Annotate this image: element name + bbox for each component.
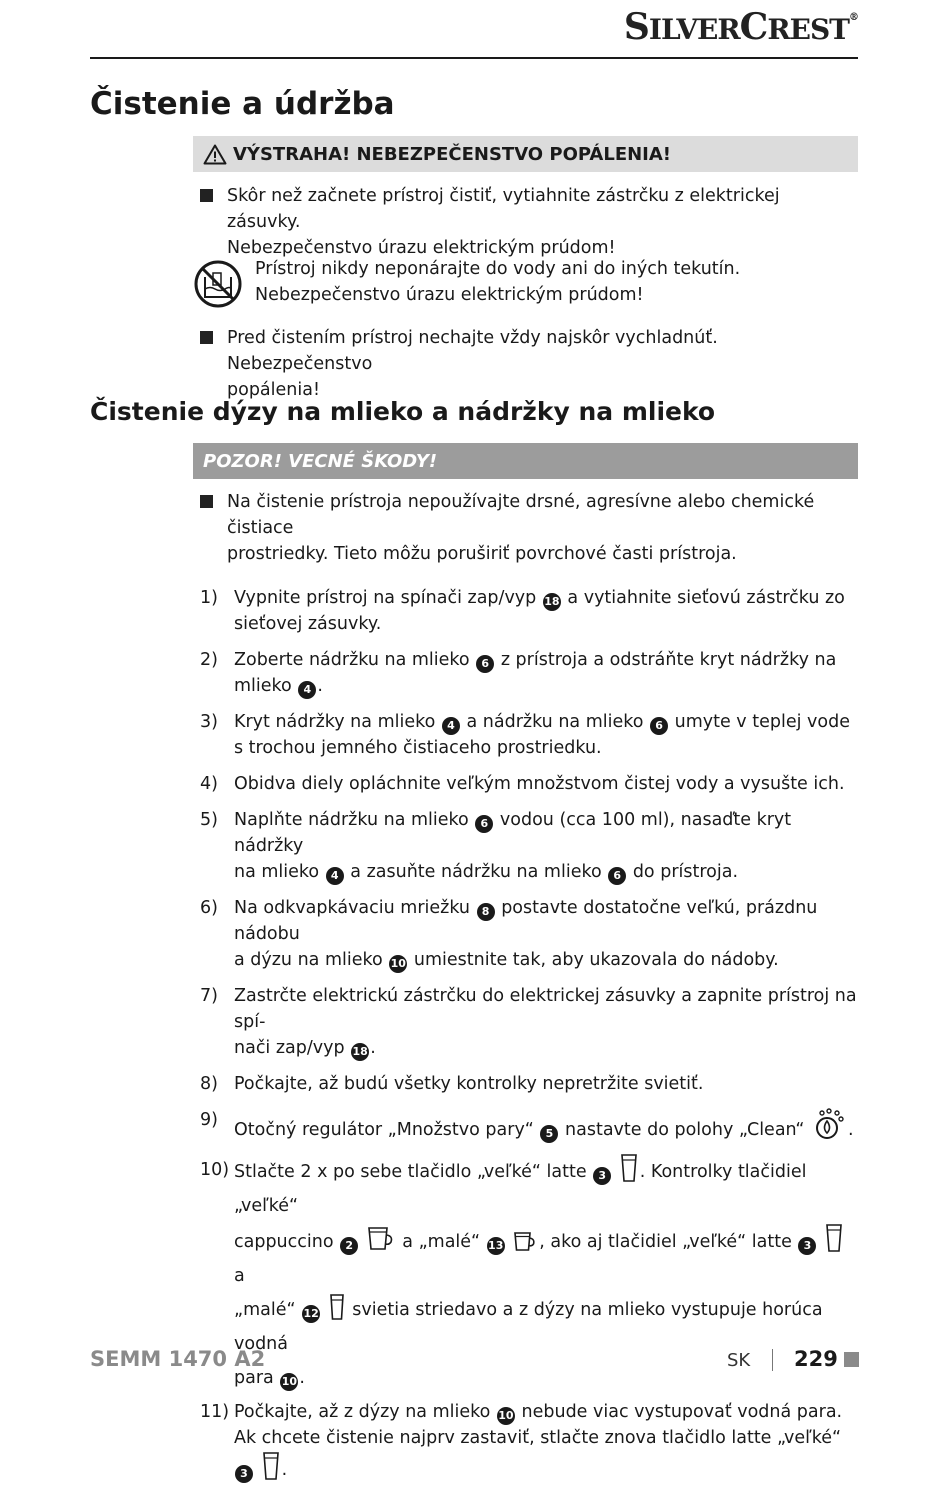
- step-text: a dýzu na mlieko: [234, 950, 383, 970]
- step-number: 2): [200, 650, 218, 670]
- part-number-badge: 6: [476, 655, 494, 673]
- step-text: a nádržku na mlieko: [466, 712, 644, 732]
- bullet-square: [200, 331, 213, 344]
- bullet-square: [200, 495, 213, 508]
- step-text: mlieko: [234, 676, 292, 696]
- part-number-badge: 6: [650, 717, 668, 735]
- header-rule: [90, 57, 858, 59]
- bullet-text: Pred čistením prístroj nechajte vždy najskôr vychladnúť. Nebezpečenstvo: [227, 328, 718, 374]
- step-text: Počkajte, až budú všetky kontrolky nepretržite svietiť.: [234, 1074, 704, 1094]
- step-text: do prístroja.: [632, 862, 739, 882]
- step-text: a: [234, 1266, 245, 1286]
- part-number-badge: 4: [326, 867, 344, 885]
- small-latte-glass-icon: [329, 1293, 345, 1321]
- step-text: .: [370, 1038, 376, 1058]
- latte-glass-icon: [620, 1153, 638, 1183]
- footer-language: SK: [727, 1350, 751, 1371]
- clean-steam-icon: [812, 1107, 846, 1141]
- footer-model: SEMM 1470 A2: [90, 1347, 266, 1371]
- step-number: 8): [200, 1074, 218, 1094]
- step-8: [200, 1071, 860, 1097]
- bullet-text: Skôr než začnete prístroj čistiť, vytiahnite zástrčku z elektrickej zásuvky.: [227, 186, 780, 232]
- step-1: [200, 585, 860, 637]
- part-number-badge: 5: [540, 1125, 558, 1143]
- part-number-badge: 6: [608, 867, 626, 885]
- small-cappuccino-cup-icon: [513, 1229, 537, 1253]
- step-text: postavte dostatočne veľkú, prázdnu nádobu: [234, 898, 818, 944]
- part-number-badge: 3: [798, 1237, 816, 1255]
- step-number: 6): [200, 898, 218, 918]
- page-title: Čistenie a údržba: [90, 86, 395, 122]
- step-text: .: [299, 1368, 305, 1388]
- part-number-badge: 2: [340, 1237, 358, 1255]
- caution-banner: [193, 443, 858, 479]
- step-number: 11): [200, 1402, 230, 1422]
- step-text: Na odkvapkávaciu mriežku: [234, 898, 471, 918]
- bullet-square: [200, 189, 213, 202]
- step-text: Počkajte, až z dýzy na mlieko: [234, 1402, 491, 1422]
- step-text: cappuccino: [234, 1232, 334, 1252]
- step-text: Naplňte nádržku na mlieko: [234, 810, 469, 830]
- step-3: [200, 709, 860, 761]
- page-number: 229: [794, 1347, 838, 1371]
- step-10: [200, 1153, 860, 1395]
- step-text: nebude viac vystupovať vodná para.: [521, 1402, 843, 1422]
- step-7: [200, 983, 860, 1061]
- step-number: 7): [200, 986, 218, 1006]
- step-text: sieťovej zásuvky.: [234, 614, 382, 634]
- bullet-unplug: [200, 183, 840, 261]
- part-number-badge: 10: [389, 955, 407, 973]
- step-text: z prístroja a odstráňte kryt nádržky na: [500, 650, 837, 670]
- step-text: para: [234, 1368, 274, 1388]
- step-text: a „malé“: [402, 1232, 481, 1252]
- latte-glass-icon: [262, 1451, 280, 1481]
- step-number: 10): [200, 1160, 230, 1180]
- step-text: umiestnite tak, aby ukazovala do nádoby.: [413, 950, 779, 970]
- step-text: , ako aj tlačidiel „veľké“ latte: [539, 1232, 792, 1252]
- step-text: Stlačte 2 x po sebe tlačidlo „veľké“ latte: [234, 1162, 587, 1182]
- footer-square: [844, 1352, 859, 1367]
- warning-triangle-icon: [203, 144, 227, 165]
- part-number-badge: 4: [442, 717, 460, 735]
- part-number-badge: 3: [235, 1465, 253, 1483]
- footer-divider: [772, 1349, 773, 1371]
- step-6: [200, 895, 860, 973]
- no-immerse-icon: [193, 259, 243, 309]
- step-11: [200, 1399, 860, 1483]
- bullet-text: Nebezpečenstvo úrazu elektrickým prúdom!: [227, 238, 616, 258]
- step-text: Zastrčte elektrickú zástrčku do elektrickej zásuvky a zapnite prístroj na spí-: [234, 986, 857, 1032]
- step-text: nastavte do polohy „Clean“: [565, 1120, 805, 1140]
- step-2: [200, 647, 860, 699]
- latte-glass-icon: [825, 1223, 843, 1253]
- step-number: 9): [200, 1110, 218, 1130]
- step-text: Otočný regulátor „Množstvo pary“: [234, 1120, 534, 1140]
- bullet-text: popálenia!: [227, 380, 320, 400]
- step-number: 3): [200, 712, 218, 732]
- part-number-badge: 4: [298, 681, 316, 699]
- warning-label: VÝSTRAHA! NEBEZPEČENSTVO POPÁLENIA!: [233, 143, 672, 165]
- part-number-badge: 13: [487, 1237, 505, 1255]
- step-text: Obidva diely opláchnite veľkým množstvom čistej vody a vysušte ich.: [234, 774, 845, 794]
- step-text: Zoberte nádržku na mlieko: [234, 650, 470, 670]
- bullet-cool-down: [200, 325, 840, 403]
- note-text: Prístroj nikdy neponárajte do vody ani do iných tekutín.: [255, 259, 741, 279]
- part-number-badge: 10: [280, 1373, 298, 1391]
- step-text: na mlieko: [234, 862, 320, 882]
- part-number-badge: 6: [475, 815, 493, 833]
- brand-logo: SILVERCREST®: [623, 6, 858, 48]
- no-immerse-note: [193, 256, 813, 308]
- step-5: [200, 807, 860, 885]
- part-number-badge: 18: [543, 593, 561, 611]
- step-text: Vypnite prístroj na spínači zap/vyp: [234, 588, 537, 608]
- bullet-text: prostriedky. Tieto môžu poruširiť povrchové časti prístroja.: [227, 544, 737, 564]
- warning-banner: [193, 136, 858, 172]
- step-number: 1): [200, 588, 218, 608]
- step-text: .: [317, 676, 323, 696]
- cleaning-steps: [200, 585, 860, 1493]
- part-number-badge: 18: [351, 1043, 369, 1061]
- bullet-text: Na čistenie prístroja nepoužívajte drsné, agresívne alebo chemické čistiace: [227, 492, 815, 538]
- note-text: Nebezpečenstvo úrazu elektrickým prúdom!: [255, 285, 644, 305]
- part-number-badge: 8: [477, 903, 495, 921]
- step-number: 4): [200, 774, 218, 794]
- step-4: [200, 771, 860, 797]
- section-title: Čistenie dýzy na mlieko a nádržky na mlieko: [90, 397, 716, 426]
- part-number-badge: 3: [593, 1167, 611, 1185]
- step-text: „malé“: [234, 1300, 296, 1320]
- part-number-badge: 12: [302, 1305, 320, 1323]
- step-text: s trochou jemného čistiaceho prostriedku.: [234, 738, 602, 758]
- step-text: .: [848, 1120, 854, 1140]
- step-text: a zasuňte nádržku na mlieko: [350, 862, 602, 882]
- step-text: umyte v teplej vode: [674, 712, 850, 732]
- step-text: . Kontrolky tlačidiel „veľké“: [234, 1162, 807, 1216]
- step-text: Ak chcete čistenie najprv zastaviť, stlačte znova tlačidlo latte „veľké“: [234, 1428, 842, 1448]
- step-text: vodou (cca 100 ml), nasaďte kryt nádržky: [234, 810, 792, 856]
- step-number: 5): [200, 810, 218, 830]
- step-text: nači zap/vyp: [234, 1038, 345, 1058]
- step-text: a vytiahnite sieťovú zástrčku zo: [567, 588, 845, 608]
- step-text: svietia striedavo a z dýzy na mlieko vystupuje horúca vodná: [234, 1300, 823, 1354]
- caution-label: POZOR! VECNÉ ŠKODY!: [203, 450, 438, 472]
- cappuccino-cup-icon: [367, 1225, 395, 1253]
- bullet-no-abrasives: [200, 489, 840, 567]
- step-text: .: [281, 1460, 288, 1480]
- step-text: Kryt nádržky na mlieko: [234, 712, 436, 732]
- step-9: [200, 1107, 860, 1143]
- part-number-badge: 10: [497, 1407, 515, 1425]
